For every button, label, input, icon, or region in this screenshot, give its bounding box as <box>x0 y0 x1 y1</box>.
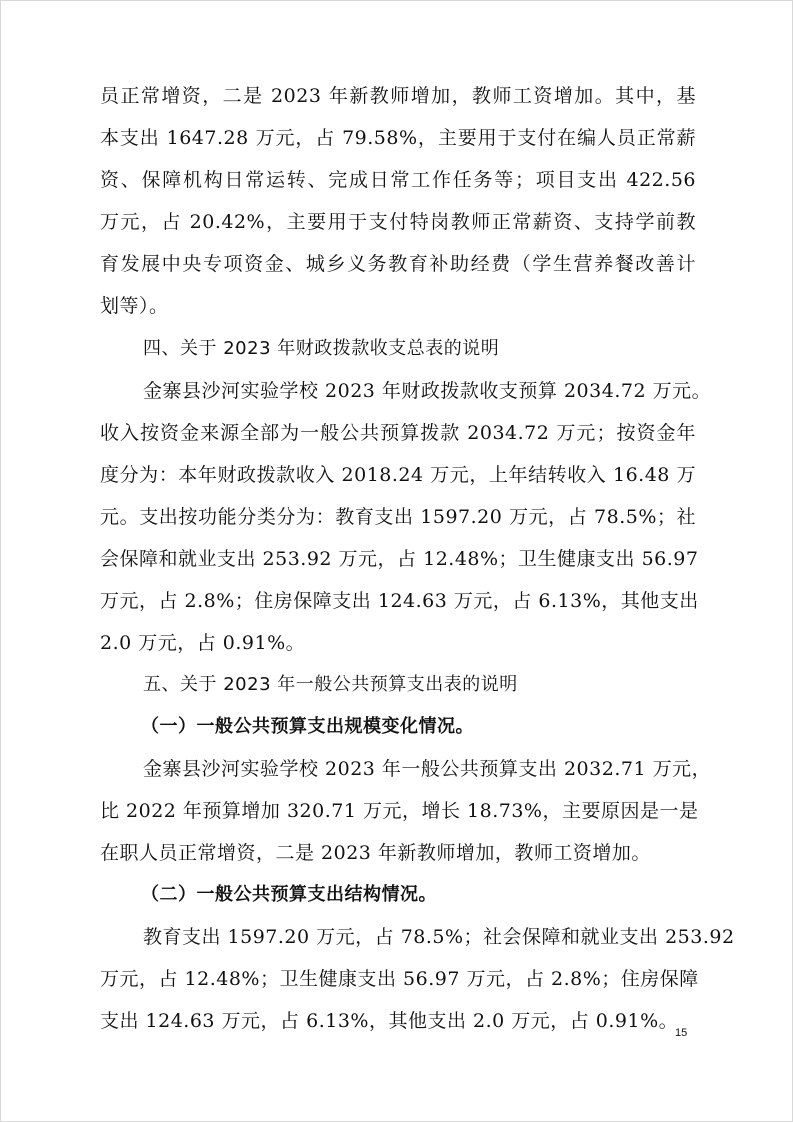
body-text-line: 支出 124.63 万元，占 6.13%，其他支出 2.0 万元，占 0.91%。 <box>100 1010 679 1032</box>
body-text-line: 金寨县沙河实验学校 2023 年一般公共预算支出 2032.71 万元， <box>143 758 712 780</box>
body-text-line: 育发展中央专项资金、城乡义务教育补助经费（学生营养餐改善计 <box>100 253 696 275</box>
body-text-line: 元。支出按功能分类分为：教育支出 1597.20 万元，占 78.5%；社 <box>100 506 696 528</box>
body-text-line: 万元，占 12.48%；卫生健康支出 56.97 万元，占 2.8%；住房保障 <box>100 968 699 990</box>
body-text-line: 度分为：本年财政拨款收入 2018.24 万元，上年结转收入 16.48 万 <box>100 464 696 486</box>
body-text-line: 本支出 1647.28 万元，占 79.58%，主要用于支付在编人员正常薪 <box>100 127 696 149</box>
body-text-line: 教育支出 1597.20 万元，占 78.5%；社会保障和就业支出 253.92 <box>143 926 735 948</box>
body-text-line: 员正常增资，二是 2023 年新教师增加，教师工资增加。其中，基 <box>100 85 696 107</box>
section-heading: 五、关于 2023 年一般公共预算支出表的说明 <box>143 674 518 695</box>
body-text-line: 划等）。 <box>100 295 169 317</box>
body-text-line: 万元，占 2.8%；住房保障支出 124.63 万元，占 6.13%，其他支出 <box>100 590 699 612</box>
body-text-line: 在职人员正常增资，二是 2023 年新教师增加，教师工资增加。 <box>100 842 651 864</box>
body-text-line: 2.0 万元，占 0.91%。 <box>100 632 306 654</box>
page-number: 15 <box>675 1027 688 1039</box>
section-heading: 四、关于 2023 年财政拨款收支总表的说明 <box>143 338 500 359</box>
body-text-line: 金寨县沙河实验学校 2023 年财政拨款收支预算 2034.72 万元。 <box>143 380 712 402</box>
subsection-heading: （二）一般公共预算支出结构情况。 <box>141 884 437 905</box>
body-text-line: 资、保障机构日常运转、完成日常工作任务等；项目支出 422.56 <box>100 169 696 191</box>
body-text-line: 比 2022 年预算增加 320.71 万元，增长 18.73%，主要原因是一是 <box>100 800 699 822</box>
body-text-line: 收入按资金来源全部为一般公共预算拨款 2034.72 万元；按资金年 <box>100 422 696 444</box>
body-text-line: 万元，占 20.42%，主要用于支付特岗教师正常薪资、支持学前教 <box>100 211 696 233</box>
body-text-line: 会保障和就业支出 253.92 万元，占 12.48%；卫生健康支出 56.97 <box>100 548 699 570</box>
subsection-heading: （一）一般公共预算支出规模变化情况。 <box>141 716 474 737</box>
